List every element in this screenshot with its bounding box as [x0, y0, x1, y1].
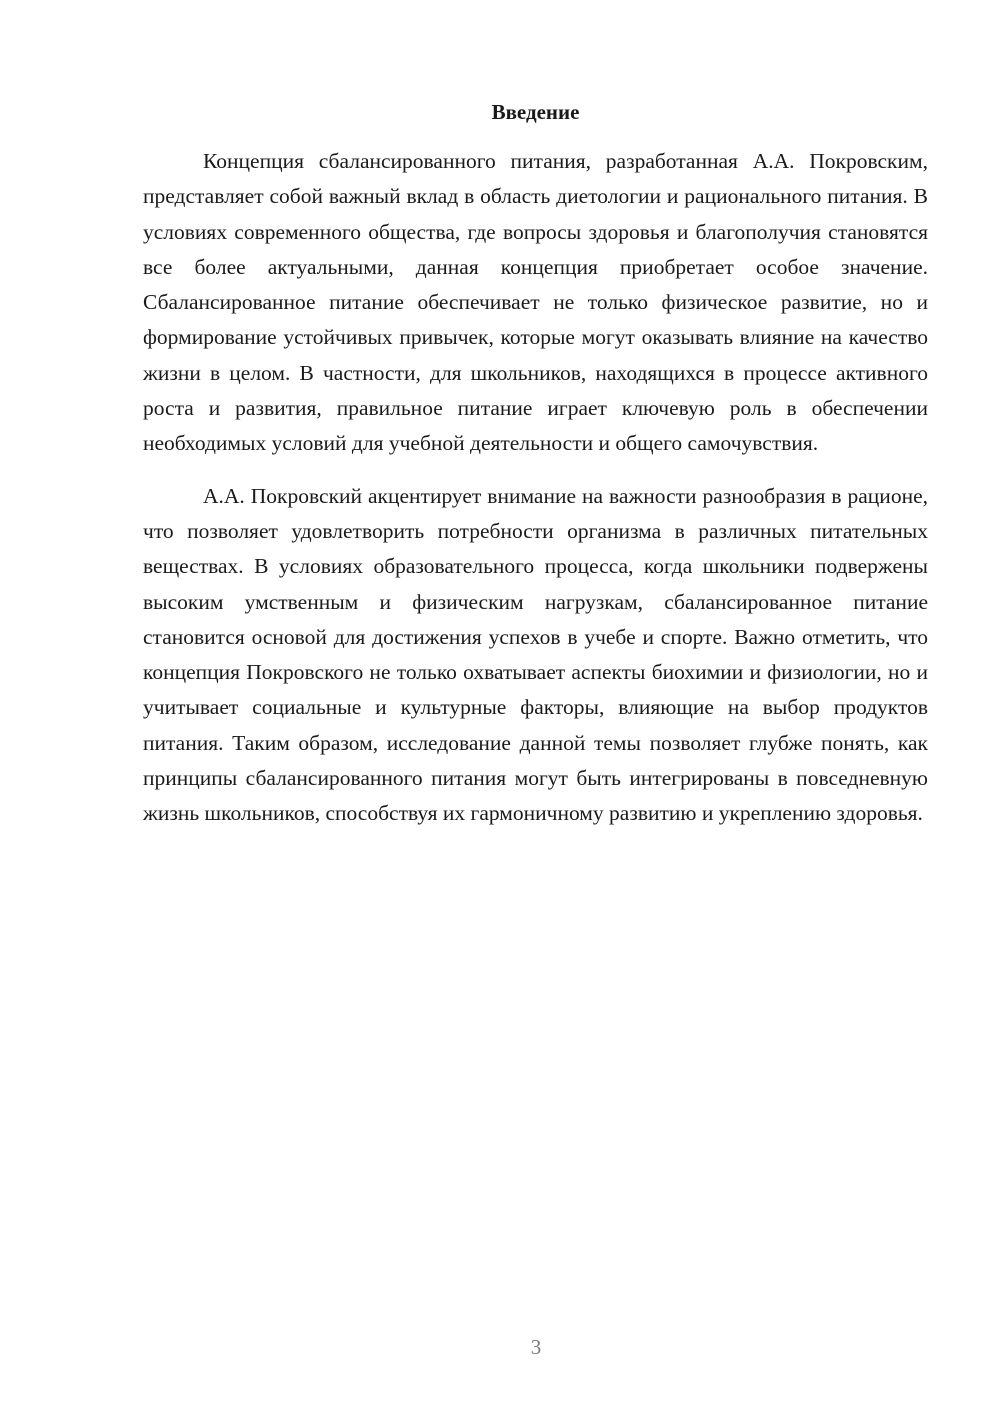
body-text	[143, 144, 928, 832]
section-heading: Введение	[491, 100, 580, 124]
paragraph: Концепция сбалансированного питания, разработанная А.А. Покровским, представляет собой важный вклад в область диетологии и рационального питания. В условиях современного общества, где вопросы здоровья и благополучия становятся все более актуальными, данная концепция приобретает особое значение. Сбалансированное питание обеспечивает не только физическое развитие, но и формирование устойчивых привычек, которые могут оказывать влияние на качество жизни в целом. В частности, для школьников, находящихся в процессе активного роста и развития, правильное питание играет ключевую роль в обеспечении необходимых условий для учебной деятельности и общего самочувствия.	[143, 149, 928, 456]
paragraph: А.А. Покровский акцентирует внимание на важности разнообразия в рационе, что позволяет удовлетворить потребности организма в различных питательных веществах. В условиях образовательного процесса, когда школьники подвержены высоким умственным и физическим нагрузкам, сбалансированное питание становится основой для достижения успехов в учебе и спорте. Важно отметить, что концепция Покровского не только охватывает аспекты биохимии и физиологии, но и учитывает социальные и культурные факторы, влияющие на выбор продуктов питания. Таким образом, исследование данной темы позволяет глубже понять, как принципы сбалансированного питания могут быть интегрированы в повседневную жизнь школьников, способствуя их гармоничному развитию и укреплению здоровья.	[143, 483, 928, 826]
page-number: 3	[530, 1335, 542, 1359]
